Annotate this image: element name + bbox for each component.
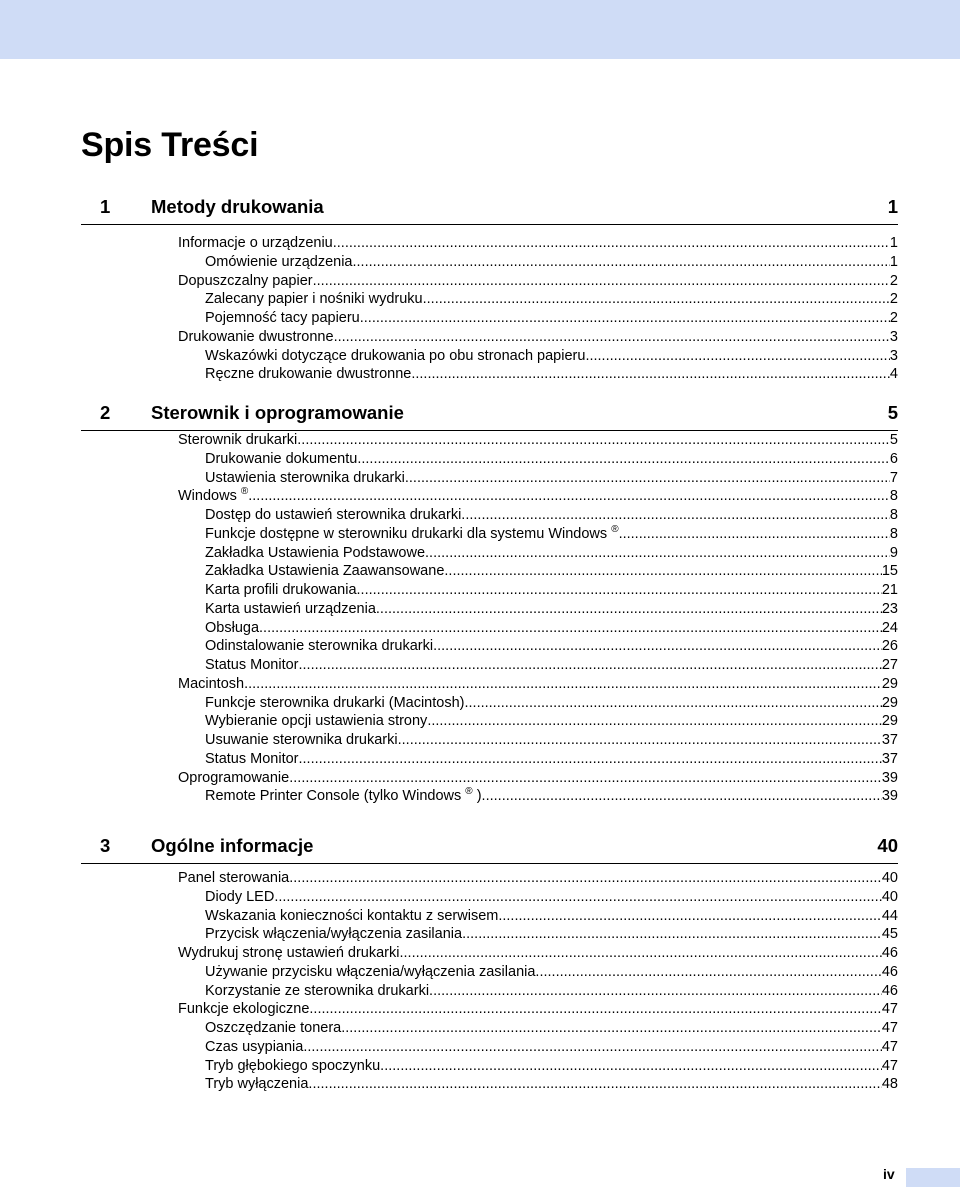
entry-page-number: 24 <box>881 619 898 636</box>
dot-leader <box>423 290 890 309</box>
toc-entry[interactable] <box>205 694 898 713</box>
entry-page-number: 27 <box>881 657 898 673</box>
toc-entry[interactable] <box>205 309 898 328</box>
entry-text: Windows <box>178 488 237 505</box>
dot-leader <box>244 675 882 694</box>
entry-label <box>205 347 585 366</box>
entry-page-number: 26 <box>881 638 898 655</box>
entry-page-number: 45 <box>881 926 898 943</box>
dot-leader <box>433 637 882 656</box>
chapter-page-number: 1 <box>887 196 898 217</box>
entry-page-number: 3 <box>889 328 898 345</box>
toc-entry[interactable] <box>205 1075 898 1094</box>
toc-entry[interactable] <box>178 769 898 788</box>
dot-leader <box>462 925 882 944</box>
dot-leader <box>357 450 890 469</box>
entry-label <box>205 694 464 713</box>
entry-label <box>205 581 357 600</box>
dot-leader <box>297 431 890 450</box>
entry-text: Diody LED <box>205 888 275 905</box>
toc-entry[interactable] <box>178 234 898 253</box>
entry-text: Status Monitor <box>205 657 299 673</box>
toc-entry[interactable] <box>205 787 898 806</box>
chapter-number: 2 <box>100 402 111 423</box>
entry-label <box>178 769 289 788</box>
entry-label <box>178 869 289 888</box>
entry-label <box>205 750 299 769</box>
dot-leader <box>360 309 890 328</box>
entry-label <box>205 982 429 1001</box>
dot-leader <box>425 544 890 563</box>
dot-leader <box>274 888 882 907</box>
entry-text: Sterownik drukarki <box>178 432 298 448</box>
registered-mark: ® <box>465 786 473 798</box>
toc-entry[interactable] <box>205 253 898 272</box>
dot-leader <box>289 769 882 788</box>
entry-label <box>205 600 376 619</box>
entry-page-number: 9 <box>889 544 898 561</box>
toc-entry[interactable] <box>205 469 898 488</box>
entry-label <box>205 637 433 656</box>
entry-page-number: 48 <box>881 1076 898 1093</box>
dot-leader <box>427 712 882 731</box>
toc-entry[interactable] <box>205 925 898 944</box>
dot-leader <box>400 944 882 963</box>
chapter-page-number: 40 <box>877 835 898 856</box>
entry-label <box>205 309 360 328</box>
entry-label <box>205 787 482 806</box>
dot-leader <box>405 469 890 488</box>
dot-leader <box>248 487 890 506</box>
dot-leader <box>334 328 890 347</box>
entry-label <box>178 328 334 347</box>
entry-text: Remote Printer Console (tylko Windows <box>205 788 462 805</box>
toc-entry[interactable] <box>205 750 898 769</box>
toc-entry[interactable] <box>205 1019 898 1038</box>
entry-text: Czas usypiania <box>205 1038 304 1055</box>
dot-leader <box>398 731 882 750</box>
entry-page-number: 29 <box>881 694 898 711</box>
entry-label <box>178 431 297 450</box>
toc-entry[interactable] <box>178 487 898 506</box>
entry-page-number: 46 <box>881 945 898 961</box>
entry-page-number: 44 <box>881 907 898 924</box>
entry-page-number: 37 <box>881 732 898 748</box>
entry-page-number: 47 <box>881 1057 898 1074</box>
dot-leader <box>444 562 881 581</box>
entry-page-number: 46 <box>881 982 898 999</box>
entry-label <box>178 234 333 253</box>
entry-label <box>205 963 535 982</box>
entry-text: Oszczędzanie tonera <box>205 1020 342 1036</box>
toc-entry[interactable] <box>205 888 898 907</box>
toc-entry[interactable] <box>205 506 898 525</box>
entry-text: Funkcje ekologiczne <box>178 1001 310 1018</box>
entry-page-number: 39 <box>881 769 898 786</box>
entry-text: Karta ustawień urządzenia <box>205 600 376 617</box>
entry-page-number: 5 <box>889 432 898 448</box>
dot-leader <box>411 365 890 384</box>
toc-entry[interactable] <box>205 619 898 638</box>
entry-label <box>205 450 357 469</box>
entry-text: Odinstalowanie sterownika drukarki <box>205 638 434 655</box>
entry-label <box>178 1000 309 1019</box>
entry-label <box>205 731 398 750</box>
entry-text: Status Monitor <box>205 750 299 767</box>
footer-tab <box>906 1168 960 1187</box>
entry-page-number: 47 <box>881 1001 898 1018</box>
entry-page-number: 4 <box>889 366 898 383</box>
entry-page-number: 37 <box>881 750 898 767</box>
dot-leader <box>299 750 882 769</box>
entry-page-number: 23 <box>881 600 898 617</box>
entry-text: Zakładka Ustawienia Zaawansowane <box>205 563 445 580</box>
entry-label <box>205 656 299 675</box>
toc-entry[interactable] <box>205 907 898 926</box>
page-title: Spis Treści <box>81 126 259 164</box>
registered-mark: ® <box>611 523 619 535</box>
chapter-title: Metody drukowania <box>151 196 324 217</box>
chapter-number: 1 <box>100 196 111 217</box>
toc-entry[interactable] <box>205 450 898 469</box>
entry-page-number: 29 <box>881 675 898 692</box>
entry-page-number: 40 <box>881 888 898 905</box>
toc-entry[interactable] <box>205 562 898 581</box>
dot-leader <box>341 1019 882 1038</box>
entry-label <box>205 1038 303 1057</box>
dot-leader <box>585 347 889 366</box>
entry-page-number: 8 <box>889 507 898 523</box>
chapter-heading[interactable] <box>81 188 898 225</box>
header-band <box>0 0 960 59</box>
dot-leader <box>333 234 890 253</box>
entry-text: Zalecany papier i nośniki wydruku <box>205 291 423 308</box>
dot-leader <box>299 656 882 675</box>
toc-entry[interactable] <box>205 290 898 309</box>
registered-mark: ® <box>240 486 249 498</box>
toc-entry[interactable] <box>205 982 898 1001</box>
entry-page-number: 3 <box>889 347 898 364</box>
chapter-number: 3 <box>100 835 111 856</box>
page-number: iv <box>883 1166 895 1182</box>
toc-entry[interactable] <box>205 963 898 982</box>
entry-text: Drukowanie dwustronne <box>178 328 334 345</box>
entry-text: Funkcje sterownika drukarki (Macintosh) <box>205 694 465 711</box>
toc-entry[interactable] <box>205 600 898 619</box>
entry-page-number: 6 <box>889 450 898 467</box>
toc-entry[interactable] <box>178 272 898 291</box>
entry-label <box>205 469 405 488</box>
entry-text: Oprogramowanie <box>178 769 290 786</box>
toc-entry[interactable] <box>205 347 898 366</box>
entry-label <box>205 290 423 309</box>
toc-entry[interactable] <box>205 1038 898 1057</box>
entry-page-number: 47 <box>881 1038 898 1055</box>
entry-label <box>205 506 461 525</box>
entry-text: Wydrukuj stronę ustawień drukarki <box>178 945 400 961</box>
entry-page-number: 2 <box>889 310 898 326</box>
entry-page-number: 40 <box>881 870 898 886</box>
entry-page-number: 47 <box>881 1020 898 1036</box>
entry-text: Panel sterowania <box>178 870 290 886</box>
entry-text: Dopuszczalny papier <box>178 272 313 289</box>
entry-page-number: 1 <box>889 253 898 270</box>
entry-page-number: 21 <box>881 582 898 598</box>
entry-page-number: 2 <box>889 291 898 308</box>
toc-entry[interactable] <box>205 731 898 750</box>
entry-text: Używanie przycisku włączenia/wyłączenia zasilania <box>205 963 536 980</box>
toc-entry[interactable] <box>205 1057 898 1076</box>
entry-text: Wybieranie opcji ustawienia strony <box>205 713 428 730</box>
entry-label <box>178 487 248 506</box>
entry-label <box>205 888 274 907</box>
entry-text: Drukowanie dokumentu <box>205 450 358 467</box>
chapter-heading[interactable] <box>81 827 898 864</box>
entry-label <box>205 365 411 384</box>
entry-page-number: 8 <box>889 525 898 542</box>
entry-page-number: 46 <box>881 963 898 980</box>
entry-text: Tryb wyłączenia <box>205 1076 309 1093</box>
dot-leader <box>498 907 882 926</box>
chapter-title: Sterownik i oprogramowanie <box>151 402 404 423</box>
entry-label <box>205 619 259 638</box>
entry-text: Ręczne drukowanie dwustronne <box>205 366 412 383</box>
entry-text: Wskazówki dotyczące drukowania po obu stronach papieru <box>205 347 586 364</box>
dot-leader <box>353 253 890 272</box>
toc-entry[interactable] <box>178 869 898 888</box>
toc-entry[interactable] <box>205 544 898 563</box>
toc-entry[interactable] <box>205 712 898 731</box>
dot-leader <box>289 869 882 888</box>
entry-text: Ustawienia sterownika drukarki <box>205 469 405 486</box>
toc-entry[interactable] <box>205 365 898 384</box>
entry-label <box>205 1075 308 1094</box>
dot-leader <box>619 525 890 544</box>
dot-leader <box>482 787 882 806</box>
entry-text: Omówienie urządzenia <box>205 253 353 270</box>
toc-entry[interactable] <box>178 675 898 694</box>
entry-text: Usuwanie sterownika drukarki <box>205 732 398 748</box>
entry-label <box>178 944 400 963</box>
entry-page-number: 29 <box>881 713 898 730</box>
entry-label <box>205 562 444 581</box>
entry-label <box>178 272 313 291</box>
entry-text: Zakładka Ustawienia Podstawowe <box>205 544 426 561</box>
entry-text: Pojemność tacy papieru <box>205 310 360 326</box>
entry-text: Dostęp do ustawień sterownika drukarki <box>205 507 462 523</box>
dot-leader <box>376 600 882 619</box>
dot-leader <box>313 272 890 291</box>
entry-text-suffix: ) <box>476 788 482 805</box>
entry-label <box>205 907 498 926</box>
entry-text: Obsługa <box>205 619 260 636</box>
entry-text: Przycisk włączenia/wyłączenia zasilania <box>205 926 463 943</box>
toc-entry[interactable] <box>205 637 898 656</box>
entry-label <box>178 675 244 694</box>
entry-label <box>205 712 427 731</box>
toc-entry[interactable] <box>205 525 898 544</box>
dot-leader <box>357 581 882 600</box>
entry-text: Karta profili drukowania <box>205 582 357 598</box>
toc-entry[interactable] <box>178 1000 898 1019</box>
dot-leader <box>308 1075 881 1094</box>
entry-label <box>205 544 425 563</box>
toc-entry[interactable] <box>178 328 898 347</box>
dot-leader <box>303 1038 882 1057</box>
entry-text: Funkcje dostępne w sterowniku drukarki dla systemu Windows <box>205 525 608 542</box>
entry-label <box>205 1019 341 1038</box>
chapter-page-number: 5 <box>887 402 898 423</box>
dot-leader <box>429 982 882 1001</box>
toc-entry[interactable] <box>178 944 898 963</box>
dot-leader <box>380 1057 882 1076</box>
entry-text: Korzystanie ze sterownika drukarki <box>205 982 430 999</box>
dot-leader <box>309 1000 881 1019</box>
toc-entry[interactable] <box>205 656 898 675</box>
toc-entry[interactable] <box>178 431 898 450</box>
chapter-title: Ogólne informacje <box>151 835 314 856</box>
entry-page-number: 2 <box>889 272 898 289</box>
entry-label <box>205 1057 380 1076</box>
dot-leader <box>535 963 881 982</box>
dot-leader <box>464 694 881 713</box>
entry-label <box>205 525 619 544</box>
toc-entry[interactable] <box>205 581 898 600</box>
dot-leader <box>461 506 890 525</box>
dot-leader <box>259 619 882 638</box>
entry-text: Macintosh <box>178 675 245 692</box>
entry-page-number: 1 <box>889 235 898 251</box>
entry-page-number: 15 <box>881 563 898 580</box>
entry-text: Informacje o urządzeniu <box>178 235 333 251</box>
entry-label <box>205 925 462 944</box>
entry-text: Tryb głębokiego spoczynku <box>205 1057 381 1074</box>
entry-page-number: 8 <box>889 488 898 505</box>
entry-page-number: 7 <box>889 469 898 486</box>
entry-text: Wskazania konieczności kontaktu z serwisem <box>205 907 499 924</box>
entry-label <box>205 253 353 272</box>
chapter-heading[interactable] <box>81 394 898 431</box>
entry-page-number: 39 <box>881 788 898 805</box>
